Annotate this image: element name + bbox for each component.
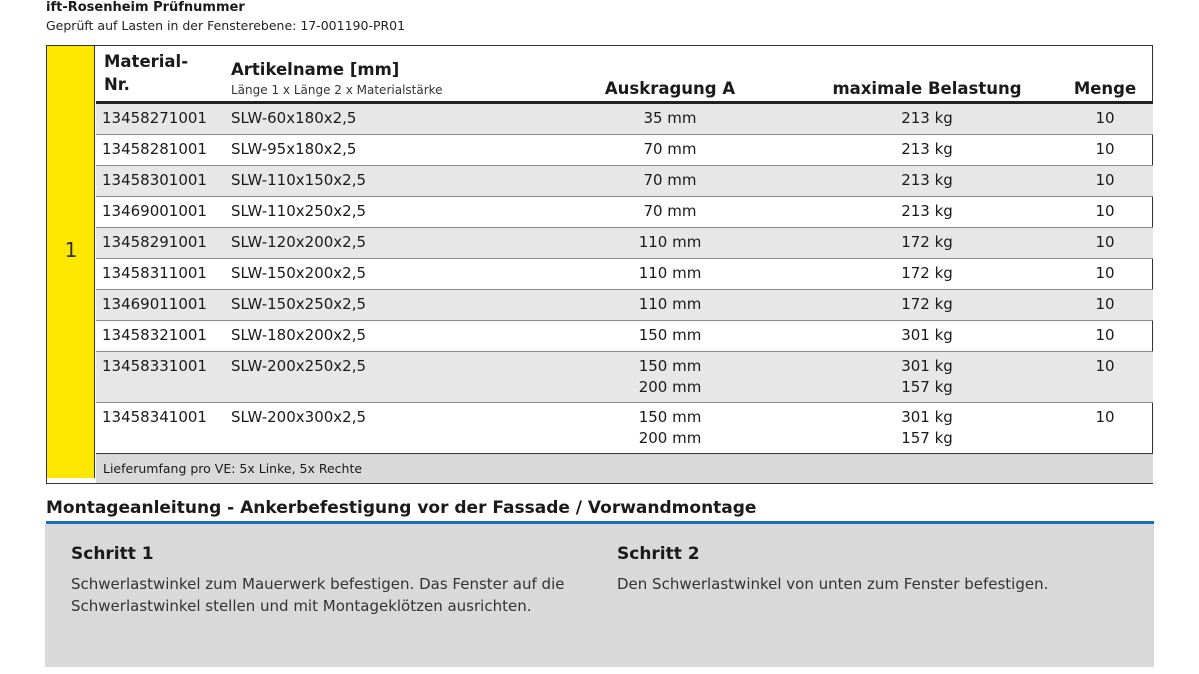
material-number: 13458341001 [102,408,207,426]
quantity: 10 [1095,357,1115,375]
overhang-value: 200 mm [638,429,702,447]
material-number: 13469011001 [102,295,207,313]
table-row [96,135,1153,166]
max-load-value: 157 kg [901,378,953,396]
material-number: 13458311001 [102,264,207,282]
max-load-value: 157 kg [901,429,953,447]
article-name: SLW-110x150x2,5 [231,171,367,189]
test-number-subtitle: Geprüft auf Lasten in der Fensterebene: 17-001190-PR01 [46,18,406,33]
header-menge: Menge [1073,79,1137,98]
article-name: SLW-150x200x2,5 [231,264,367,282]
overhang-cell [590,232,750,253]
article-name: SLW-60x180x2,5 [231,109,357,127]
header-artikel: Artikelname [mm] [231,60,400,79]
article-name: SLW-180x200x2,5 [231,326,367,344]
max-load-value: 213 kg [901,171,953,189]
max-load-cell [847,407,1007,449]
max-load-cell [847,325,1007,346]
table-row [96,290,1153,321]
overhang-value: 70 mm [643,140,697,158]
table-row [96,166,1153,197]
max-load-value: 172 kg [901,295,953,313]
max-load-value: 301 kg [901,326,953,344]
material-number: 13458281001 [102,140,207,158]
quantity: 10 [1095,140,1115,158]
quantity: 10 [1095,264,1115,282]
quantity: 10 [1095,295,1115,313]
header-artikel-sub: Länge 1 x Länge 2 x Materialstärke [231,83,443,97]
table-row [96,259,1153,290]
material-number: 13458271001 [102,109,207,127]
header-material: Material- Nr. [104,52,189,94]
quantity: 10 [1095,171,1115,189]
max-load-value: 172 kg [901,264,953,282]
table-row [96,403,1153,454]
group-marker [47,46,95,478]
step-1-text: Schwerlastwinkel zum Mauerwerk befestigen. Das Fenster auf die Schwerlastwinkel stellen und mit Montageklötzen ausrichten. [71,575,565,615]
document-title: ift-Rosenheim Prüfnummer [46,0,245,15]
table-row [96,228,1153,259]
overhang-value: 110 mm [638,295,702,313]
product-table [46,45,1153,484]
max-load-value: 213 kg [901,202,953,220]
max-load-cell [847,201,1007,222]
overhang-cell [590,108,750,129]
overhang-cell [590,139,750,160]
overhang-cell [590,407,750,449]
overhang-value: 150 mm [638,326,702,344]
material-number: 13469001001 [102,202,207,220]
overhang-value: 200 mm [638,378,702,396]
delivery-scope-note: Lieferumfang pro VE: 5x Linke, 5x Rechte [96,453,1153,483]
max-load-cell [847,294,1007,315]
article-name: SLW-200x300x2,5 [231,408,367,426]
overhang-cell [590,294,750,315]
header-belastung: maximale Belastung [832,79,1022,98]
overhang-cell [590,356,750,398]
material-number: 13458301001 [102,171,207,189]
table-row [96,321,1153,352]
article-name: SLW-150x250x2,5 [231,295,367,313]
step-1-title: Schritt 1 [71,544,154,564]
overhang-value: 70 mm [643,202,697,220]
quantity: 10 [1095,233,1115,251]
step-2-text: Den Schwerlastwinkel von unten zum Fenster befestigen. [617,575,1049,593]
max-load-cell [847,139,1007,160]
overhang-value: 70 mm [643,171,697,189]
quantity: 10 [1095,408,1115,426]
article-name: SLW-120x200x2,5 [231,233,367,251]
overhang-value: 150 mm [638,408,702,426]
quantity: 10 [1095,109,1115,127]
max-load-cell [847,170,1007,191]
max-load-value: 172 kg [901,233,953,251]
max-load-cell [847,108,1007,129]
montage-section-title: Montageanleitung - Ankerbefestigung vor der Fassade / Vorwandmontage [46,498,757,518]
group-number: 1 [64,238,78,262]
max-load-value: 213 kg [901,140,953,158]
quantity: 10 [1095,326,1115,344]
overhang-cell [590,325,750,346]
table-row [96,352,1153,403]
step-2-title: Schritt 2 [617,544,700,564]
table-header [96,46,1153,104]
material-number: 13458291001 [102,233,207,251]
overhang-value: 150 mm [638,357,702,375]
article-name: SLW-200x250x2,5 [231,357,367,375]
material-number: 13458331001 [102,357,207,375]
max-load-value: 301 kg [901,408,953,426]
header-auskragung: Auskragung A [604,79,736,98]
max-load-cell [847,232,1007,253]
table-row [96,197,1153,228]
max-load-value: 301 kg [901,357,953,375]
table-row [96,104,1153,135]
article-name: SLW-110x250x2,5 [231,202,367,220]
overhang-value: 35 mm [643,109,697,127]
overhang-cell [590,170,750,191]
max-load-cell [847,263,1007,284]
montage-steps-panel [45,524,1154,667]
overhang-cell [590,263,750,284]
overhang-value: 110 mm [638,264,702,282]
quantity: 10 [1095,202,1115,220]
overhang-value: 110 mm [638,233,702,251]
article-name: SLW-95x180x2,5 [231,140,357,158]
max-load-value: 213 kg [901,109,953,127]
overhang-cell [590,201,750,222]
max-load-cell [847,356,1007,398]
material-number: 13458321001 [102,326,207,344]
